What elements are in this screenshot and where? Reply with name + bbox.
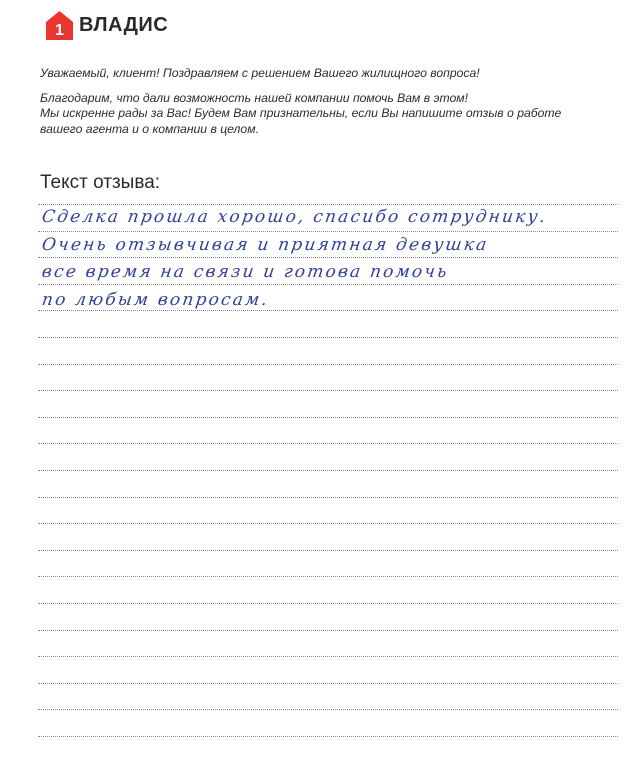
thanks-line: Благодарим, что дали возможность нашей компании помочь Вам в этом! <box>40 90 469 105</box>
writing-line <box>38 364 618 365</box>
writing-line <box>38 231 618 232</box>
writing-line <box>38 603 618 604</box>
writing-line <box>38 709 618 710</box>
handwritten-line-3: все время на связи и готова помочь <box>40 262 451 282</box>
request-line-cont: вашего агента и о компании в целом. <box>40 121 259 136</box>
writing-line <box>38 257 618 258</box>
writing-line <box>38 337 618 338</box>
request-line: Мы искренне рады за Вас! Будем Вам признательны, если Вы напишите отзыв о работе <box>40 106 562 120</box>
writing-line <box>38 656 618 657</box>
writing-line <box>38 390 618 391</box>
writing-line <box>38 683 618 684</box>
review-title: Текст отзыва: <box>40 172 161 193</box>
writing-line <box>38 310 618 311</box>
logo-number: 1 <box>55 21 64 39</box>
logo-brand-name: ВЛАДИС <box>79 13 169 36</box>
handwritten-line-2: Очень отзывчивая и приятная девушка <box>40 235 490 255</box>
writing-line <box>38 576 618 577</box>
handwritten-line-1: Сделка прошла хорошо, спасибо сотруднику. <box>40 207 549 227</box>
writing-line <box>38 497 618 498</box>
writing-line <box>38 204 618 205</box>
writing-line <box>38 550 618 551</box>
writing-line <box>38 523 618 524</box>
writing-line <box>38 630 618 631</box>
writing-line <box>38 736 618 737</box>
writing-line <box>38 470 618 471</box>
greeting-line: Уважаемый, клиент! Поздравляем с решением Вашего жилищного вопроса! <box>40 66 480 80</box>
ruled-lines <box>38 0 618 768</box>
writing-line <box>38 417 618 418</box>
handwritten-line-4: по любым вопросам. <box>40 290 271 310</box>
writing-line <box>38 443 618 444</box>
writing-line <box>38 284 618 285</box>
